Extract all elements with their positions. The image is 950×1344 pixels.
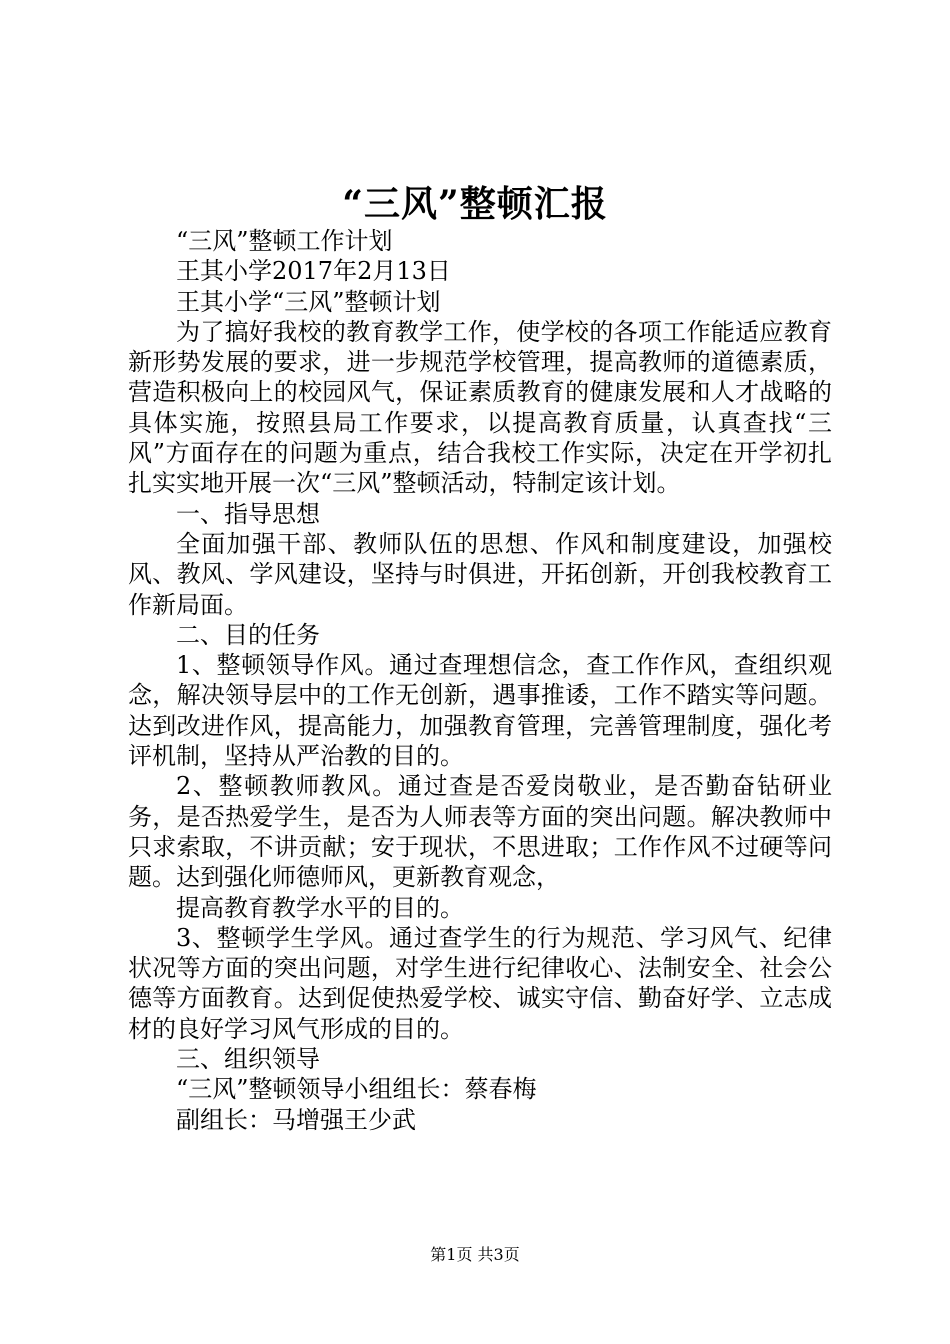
paragraph-group-leader: “三风”整顿领导小组组长：蔡春梅 xyxy=(176,1075,537,1104)
paragraph-deputy-leader: 副组长：马增强王少武 xyxy=(176,1105,416,1134)
paragraph-school-date: 王其小学2017年2月13日 xyxy=(176,257,451,286)
paragraph-teacher-style: 2、整顿教师教风。通过查是否爱岗敬业，是否勤奋钻研业务，是否热爱学生，是否为人师表等方面的突出问题。解决教师中只求索取，不讲贡献；安于现状，不思进取；工作作风不过硬等问题。达到强化师德师风，更新教育观念， xyxy=(128,772,832,892)
paragraph-intro: 为了搞好我校的教育教学工作，使学校的各项工作能适应教育新形势发展的要求，进一步规范学校管理，提高教师的道德素质，营造积极向上的校园风气，保证素质教育的健康发展和人才战略的具体实施，按照县局工作要求，以提高教育质量，认真查找“三风”方面存在的问题为重点，结合我校工作实际，决定在开学初扎扎实实地开展一次“三风”整顿活动，特制定该计划。 xyxy=(128,317,832,498)
document-title: “三风”整顿汇报 xyxy=(342,183,608,225)
paragraph-student-style: 3、整顿学生学风。通过查学生的行为规范、学习风气、纪律状况等方面的突出问题，对学生进行纪律收心、法制安全、社会公德等方面教育。达到促使热爱学校、诚实守信、勤奋好学、立志成材的良好学习风气形成的目的。 xyxy=(128,923,832,1043)
paragraph-teaching-level: 提高教育教学水平的目的。 xyxy=(176,893,464,922)
section-heading-guiding-ideology: 一、指导思想 xyxy=(176,499,320,528)
paragraph-plan-title: 王其小学“三风”整顿计划 xyxy=(176,287,441,316)
paragraph-leadership-style: 1、整顿领导作风。通过查理想信念，查工作作风，查组织观念，解决领导层中的工作无创新，遇事推诿，工作不踏实等问题。达到改进作风，提高能力，加强教育管理，完善管理制度，强化考评机制，坚持从严治教的目的。 xyxy=(128,651,832,771)
section-heading-organization: 三、组织领导 xyxy=(176,1045,320,1074)
page-footer: 第1页 共3页 xyxy=(430,1245,520,1264)
section-heading-objectives: 二、目的任务 xyxy=(176,620,320,649)
paragraph-guiding-ideology: 全面加强干部、教师队伍的思想、作风和制度建设，加强校风、教风、学风建设，坚持与时俱进，开拓创新，开创我校教育工作新局面。 xyxy=(128,529,832,619)
document-body xyxy=(128,226,832,1135)
paragraph-plan-heading: “三风”整顿工作计划 xyxy=(176,227,393,255)
